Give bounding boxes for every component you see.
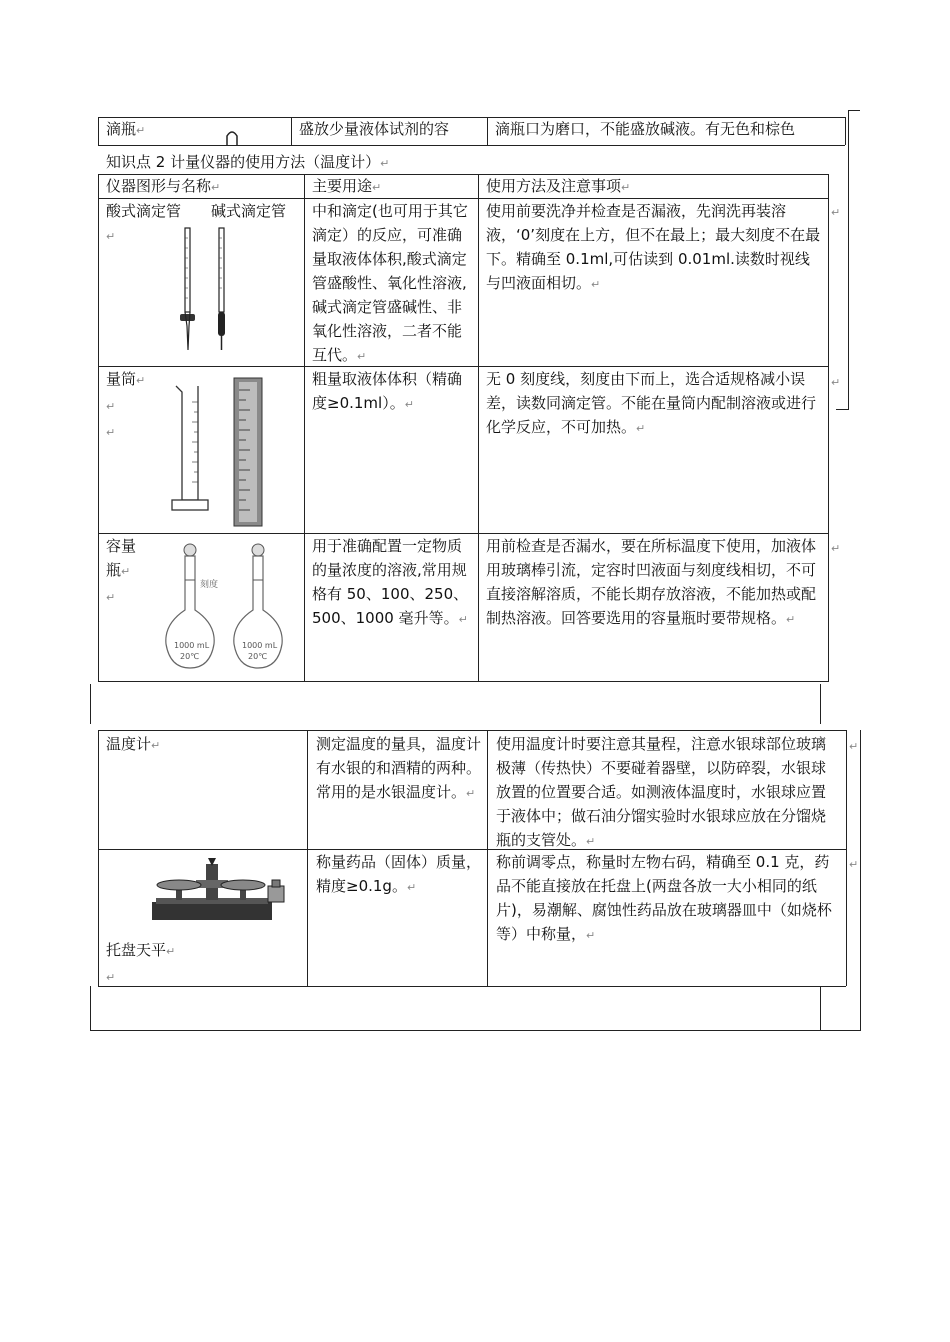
flask-name: 容量瓶↵ ↵ [106, 537, 137, 604]
dropper-bottle-name: 滴瓶↵ [106, 120, 146, 138]
dropper-bottle-use: 盛放少量液体试剂的容 [299, 120, 450, 138]
flask-method: 用前检查是否漏水，要在所标温度下使用，加液体用玻璃棒引流，定容时凹液面与刻度线相切，不可直接溶解溶质，不能长期存放溶液，不能加热或配制热溶液。回答要选用的容量瓶时要带规格。↵ [486, 537, 817, 627]
base-burette-icon [212, 226, 232, 354]
margin-mark: ↵ [831, 376, 841, 389]
flask-temp-label: 20℃ [180, 652, 200, 661]
acid-burette-icon [176, 226, 200, 354]
flask-volume-label: 1000 mL [174, 641, 210, 650]
balance-use: 称量药品（固体）质量，精度≥0.1g。↵ [316, 853, 482, 895]
balance-scale-icon [150, 856, 290, 924]
thermometer-use: 测定温度的量具，温度计有水银的和酒精的两种。常用的是水银温度计。↵ [316, 735, 482, 801]
cylinder-method: 无 0 刻度线，刻度由下而上，选合适规格减小误差，读数同滴定管。不能在量筒内配制溶液或进行化学反应，不可加热。↵ [486, 370, 817, 436]
graduated-cylinder-icon [168, 382, 210, 520]
thermometer-name: 温度计↵ [106, 735, 161, 753]
margin-mark: ↵ [849, 740, 859, 753]
flask-use: 用于准确配置一定物质的量浓度的溶液,常用规格有 50、100、250、500、1000 毫升等。↵ [312, 537, 469, 627]
flask-mark-label: 刻度 [200, 580, 219, 590]
cylinder-use: 粗量取液体体积（精确度≥0.1ml）。↵ [312, 370, 463, 412]
balance-name: 托盘天平↵ ↵ [106, 941, 176, 984]
margin-mark: ↵ [849, 858, 859, 871]
section-title: 知识点 2 计量仪器的使用方法（温度计）↵ [106, 153, 390, 171]
header-method: 使用方法及注意事项↵ [486, 177, 631, 195]
flask-2-temp-label: 20℃ [248, 652, 268, 661]
dropper-bottle-method: 滴瓶口为磨口，不能盛放碱液。有无色和棕色 [495, 120, 796, 138]
header-instrument: 仪器图形与名称↵ [106, 177, 221, 195]
flask-2-volume-label: 1000 mL [242, 641, 278, 650]
thermometer-method: 使用温度计时要注意其量程，注意水银球部位玻璃极薄（传热快）不要碰着器壁，以防碎裂，水银球放置的位置要合适。如测液体温度时，水银球应置于液体中；做石油分馏实验时水银球应放在分馏烧瓶的支管处。↵ [496, 735, 827, 849]
balance-method: 称前调零点，称量时左物右码，精确至 0.1 克，药品不能直接放在托盘上(两盘各放一大小相同的纸片)，易潮解、腐蚀性药品放在玻璃器皿中（如烧杯等）中称量，↵ [496, 853, 832, 943]
burette-use: 中和滴定(也可用于其它滴定）的反应，可准确量取液体体积,酸式滴定管盛酸性、氧化性溶液,碱式滴定管盛碱性、非氧化性溶液，二者不能互代。↵ [312, 202, 468, 364]
large-cylinder-icon [230, 376, 266, 528]
margin-mark: ↵ [831, 206, 841, 219]
cylinder-name: 量筒↵ ↵ ↵ [106, 370, 146, 439]
header-use: 主要用途↵ [312, 177, 382, 195]
burette-name: 酸式滴定管 碱式滴定管 ↵ [106, 202, 287, 243]
dropper-bottle-icon [224, 128, 240, 146]
burette-method: 使用前要洗净并检查是否漏液，先润洗再装溶液，‘0’刻度在上方，但不在最上；最大刻度不在最下。精确至 0.1ml,可估读到 0.01ml.读数时视线与凹液面相切。↵ [486, 202, 821, 292]
margin-mark: ↵ [831, 542, 841, 555]
